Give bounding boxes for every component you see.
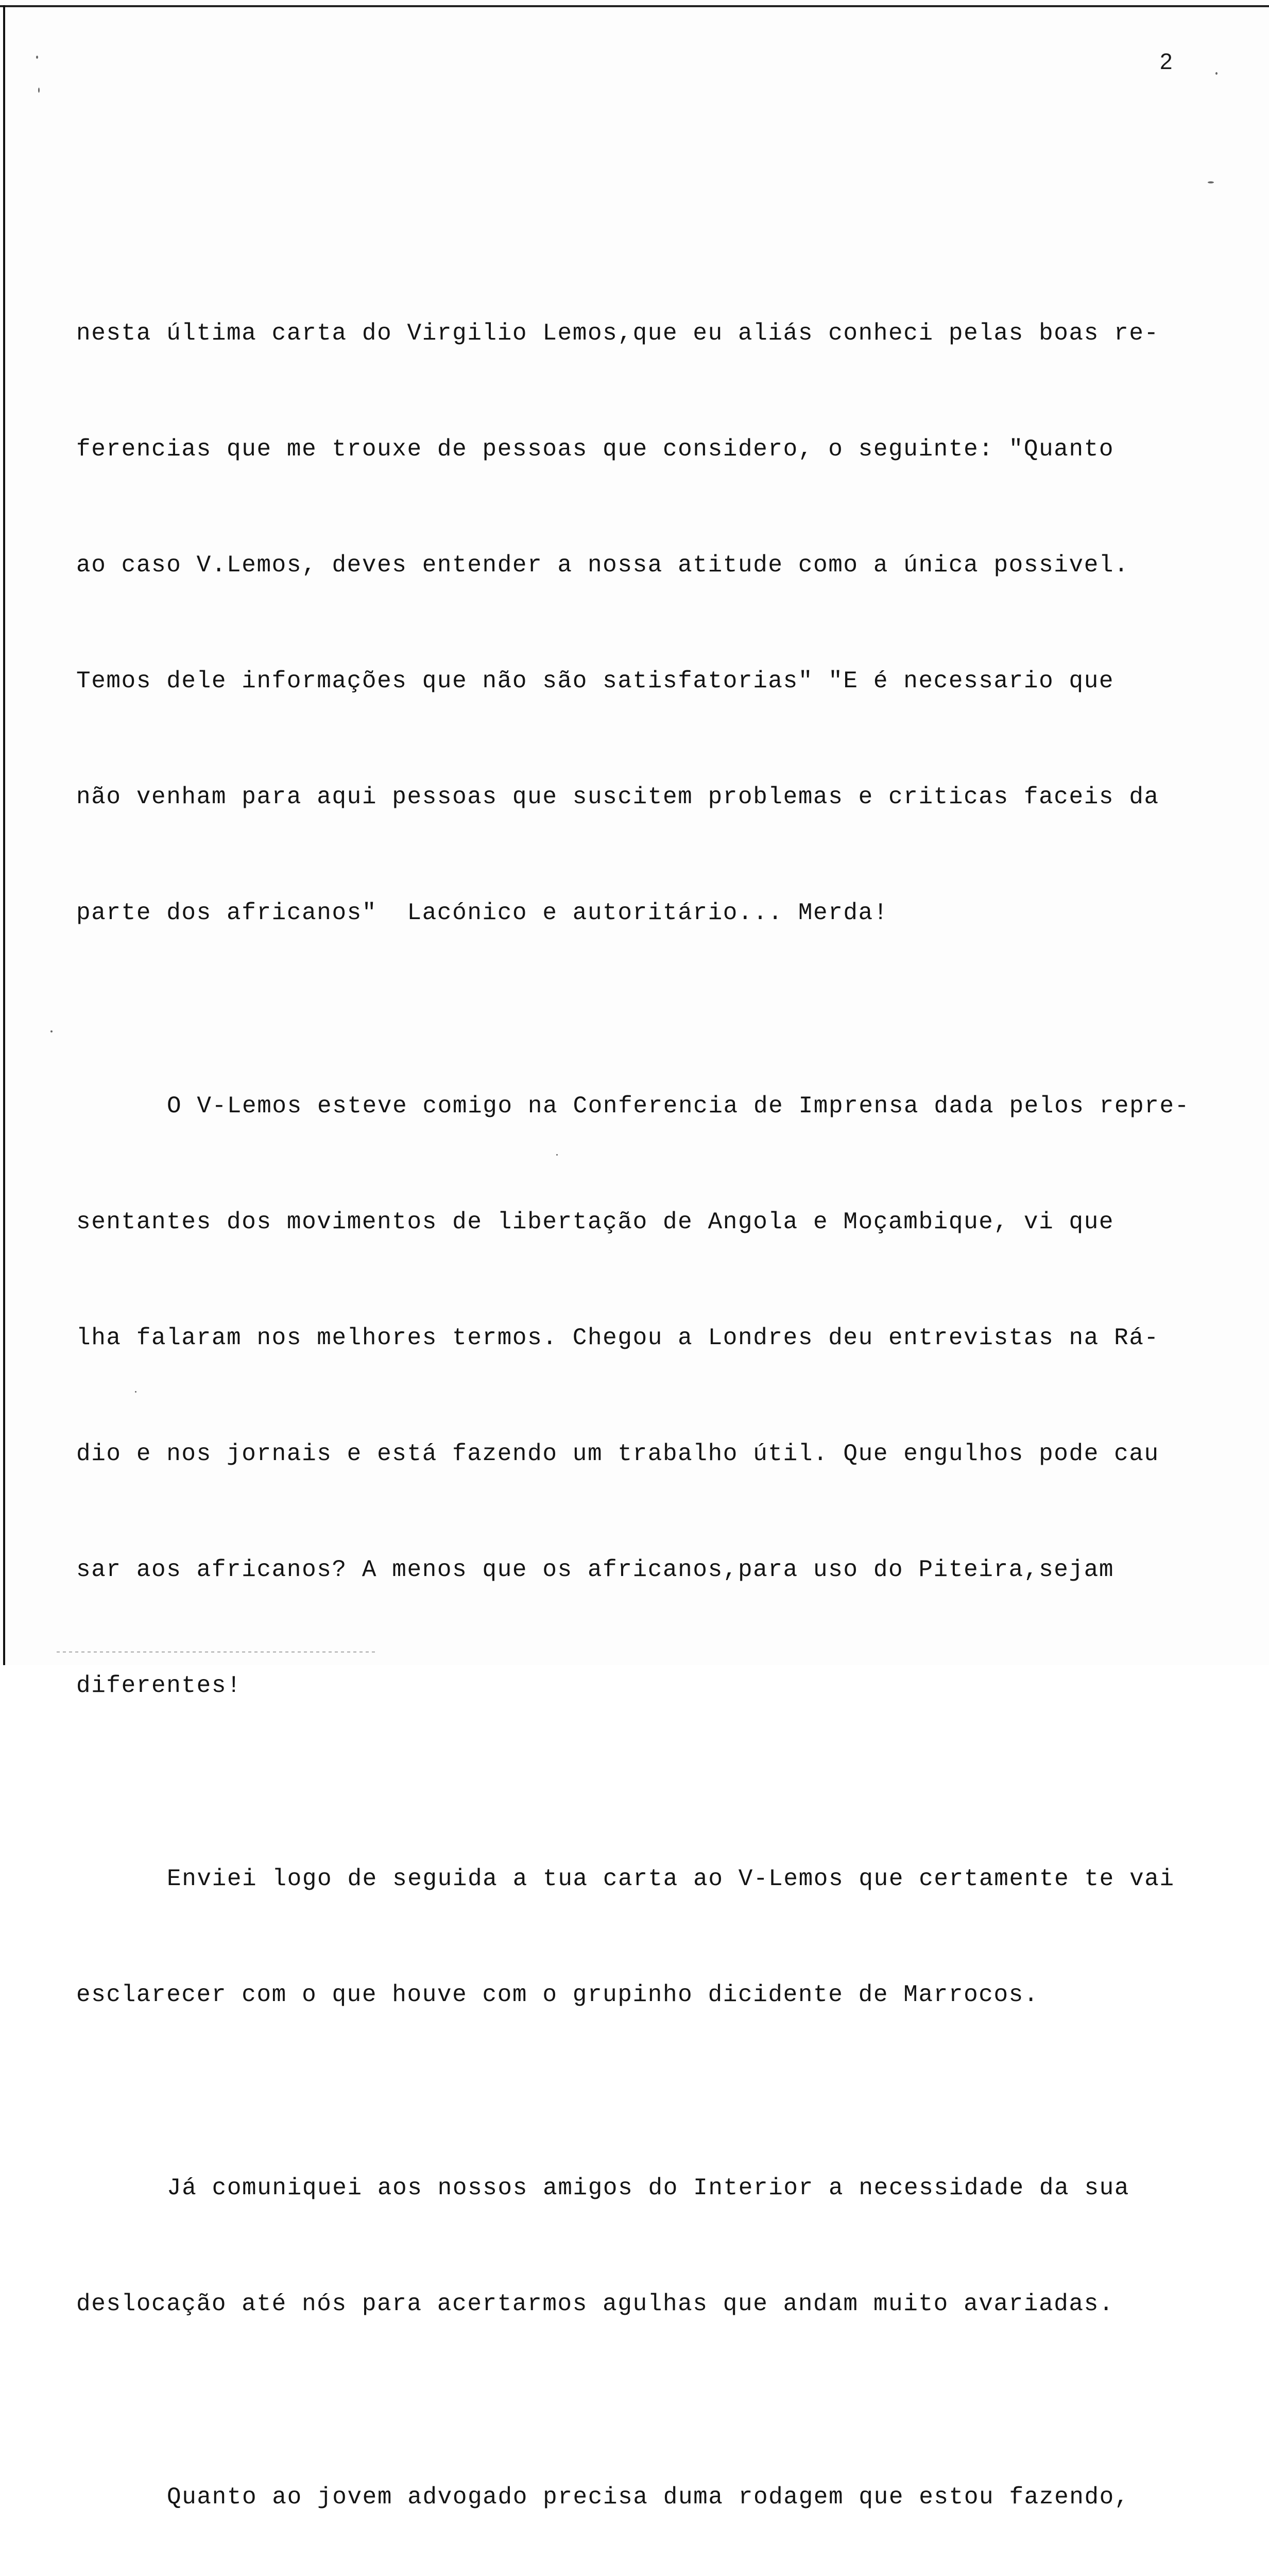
- text-line: ao caso V.Lemos, deves entender a nossa atitude como a única possivel.: [76, 552, 1129, 579]
- text-line: sentantes dos movimentos de libertação de Angola e Moçambique, vi que: [76, 1209, 1114, 1235]
- text-line: dio e nos jornais e está fazendo um trabalho útil. Que engulhos pode cau: [76, 1440, 1159, 1467]
- text-line: nesta última carta do Virgilio Lemos,que eu aliás conheci pelas boas re-: [76, 320, 1159, 347]
- text-line: O V-Lemos esteve comigo na Conferencia de Imprensa dada pelos repre-: [167, 1093, 1190, 1120]
- scan-speck: [556, 1154, 558, 1156]
- text-line: não venham para aqui pessoas que suscitem problemas e criticas faceis da: [76, 784, 1159, 810]
- page-left-edge: [3, 5, 5, 1665]
- letter-body: [76, 237, 1225, 2576]
- paragraph-5: [76, 2401, 1225, 2576]
- text-line: Enviei logo de seguida a tua carta ao V-Lemos que certamente te vai: [167, 1866, 1175, 1892]
- text-line: diferentes!: [76, 1672, 242, 1699]
- text-line: sar aos africanos? A menos que os africanos,para uso do Piteira,sejam: [76, 1556, 1114, 1583]
- text-line: Quanto ao jovem advogado precisa duma rodagem que estou fazendo,: [167, 2484, 1130, 2511]
- paragraph-3: [76, 1783, 1225, 2092]
- text-line: parte dos africanos" Lacónico e autoritário... Merda!: [76, 900, 889, 926]
- text-line: Já comuniquei aos nossos amigos do Interior a necessidade da sua: [167, 2175, 1130, 2201]
- scan-artifact-strip: [57, 1651, 376, 1653]
- paragraph-2: [76, 1010, 1225, 1783]
- text-line: ferencias que me trouxe de pessoas que considero, o seguinte: "Quanto: [76, 436, 1114, 463]
- page-top-edge: [0, 5, 1269, 7]
- text-line: lha falaram nos melhores termos. Chegou a Londres deu entrevistas na Rá-: [76, 1325, 1159, 1351]
- text-line: deslocação até nós para acertarmos agulhas que andam muito avariadas.: [76, 2291, 1114, 2317]
- scan-speck: [1208, 181, 1214, 183]
- page-number: 2: [1160, 49, 1173, 74]
- paragraph-4: [76, 2092, 1225, 2401]
- scan-speck: [36, 56, 38, 59]
- paragraph-1: [76, 237, 1225, 1010]
- text-line: esclarecer com o que houve com o grupinho dicidente de Marrocos.: [76, 1981, 1039, 2008]
- scan-speck: [38, 88, 40, 93]
- text-line: Temos dele informações que não são satisfatorias" "E é necessario que: [76, 668, 1114, 694]
- scan-speck: [135, 1391, 136, 1393]
- scan-speck: [50, 1030, 53, 1032]
- scan-speck: [1215, 72, 1217, 75]
